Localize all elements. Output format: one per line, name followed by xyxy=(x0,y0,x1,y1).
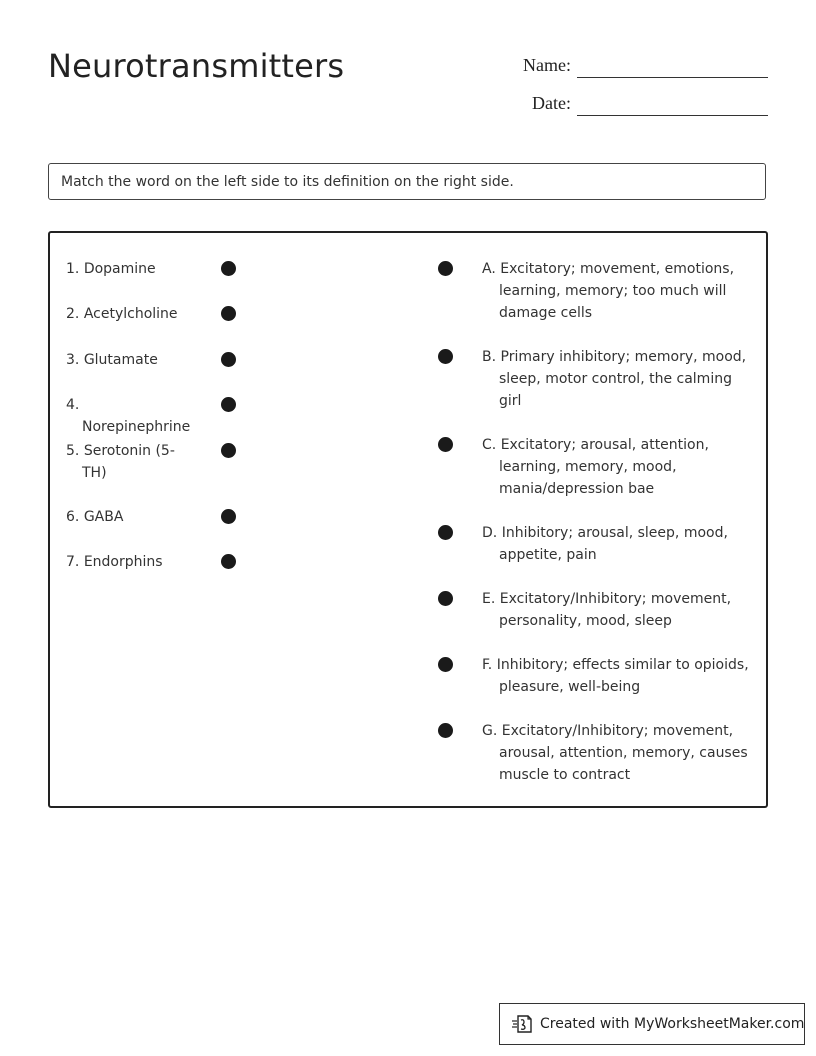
term-item xyxy=(66,303,178,325)
definition-item xyxy=(482,720,748,786)
name-label: Name: xyxy=(523,55,571,75)
term-text: Norepinephrine xyxy=(82,419,191,435)
instructions-box xyxy=(48,163,766,200)
instructions-text: Match the word on the left side to its definition on the right side. xyxy=(61,174,514,190)
definition-match-dot[interactable] xyxy=(438,591,453,606)
term-item xyxy=(66,506,178,528)
definition-item xyxy=(482,346,748,412)
term-match-dot[interactable] xyxy=(221,443,236,458)
definition-text: Excitatory; arousal, attention, learning, memory, mood, mania/depression bae xyxy=(499,437,709,497)
definition-match-dot[interactable] xyxy=(438,437,453,452)
term-text: Acetylcholine xyxy=(83,306,178,322)
term-number: 1. xyxy=(66,261,80,277)
definition-text: Inhibitory; arousal, sleep, mood, appetite, pain xyxy=(499,525,728,563)
definition-letter: E. xyxy=(482,591,496,607)
definition-letter: A. xyxy=(482,261,496,277)
definition-text: Primary inhibitory; memory, mood, sleep, motor control, the calming girl xyxy=(499,349,747,409)
date-label: Date: xyxy=(532,93,571,113)
term-item xyxy=(66,394,191,438)
term-text: Serotonin (5-TH) xyxy=(82,443,175,481)
definition-text: Inhibitory; effects similar to opioids, pleasure, well-being xyxy=(496,657,749,695)
definition-letter: D. xyxy=(482,525,498,541)
term-match-dot[interactable] xyxy=(221,554,236,569)
definition-item xyxy=(482,654,754,698)
term-text: Endorphins xyxy=(83,554,163,570)
term-item xyxy=(66,440,176,484)
term-text: GABA xyxy=(83,509,124,525)
term-number: 3. xyxy=(66,352,80,368)
term-match-dot[interactable] xyxy=(221,352,236,367)
worksheet-maker-logo-icon xyxy=(512,1014,534,1034)
definition-letter: G. xyxy=(482,723,498,739)
definition-text: Excitatory/Inhibitory; movement, personality, mood, sleep xyxy=(499,591,732,629)
definition-letter: B. xyxy=(482,349,497,365)
name-field xyxy=(508,54,768,78)
term-match-dot[interactable] xyxy=(221,397,236,412)
term-number: 7. xyxy=(66,554,80,570)
definition-item xyxy=(482,434,710,500)
term-text: Dopamine xyxy=(83,261,156,277)
definition-text: Excitatory; movement, emotions, learning, memory; too much will damage cells xyxy=(499,261,735,321)
term-match-dot[interactable] xyxy=(221,509,236,524)
page-title: Neurotransmitters xyxy=(48,47,345,85)
date-field xyxy=(508,92,768,116)
definition-match-dot[interactable] xyxy=(438,261,453,276)
definition-item xyxy=(482,522,732,566)
definition-item xyxy=(482,588,738,632)
term-number: 5. xyxy=(66,443,80,459)
footer-text: Created with MyWorksheetMaker.com xyxy=(540,1016,805,1032)
definition-match-dot[interactable] xyxy=(438,349,453,364)
definition-text: Excitatory/Inhibitory; movement, arousal, attention, memory, causes muscle to contract xyxy=(499,723,748,783)
term-number: 6. xyxy=(66,509,80,525)
term-match-dot[interactable] xyxy=(221,306,236,321)
term-item xyxy=(66,551,178,573)
date-input-line[interactable] xyxy=(577,115,768,116)
term-item xyxy=(66,258,178,280)
name-input-line[interactable] xyxy=(577,77,768,78)
definition-letter: C. xyxy=(482,437,497,453)
definition-match-dot[interactable] xyxy=(438,525,453,540)
definition-item xyxy=(482,258,744,324)
term-number: 4. xyxy=(66,397,80,413)
term-number: 2. xyxy=(66,306,80,322)
footer-credit[interactable] xyxy=(499,1003,805,1045)
term-text: Glutamate xyxy=(83,352,158,368)
definition-letter: F. xyxy=(482,657,493,673)
definition-match-dot[interactable] xyxy=(438,723,453,738)
term-item xyxy=(66,349,178,371)
definition-match-dot[interactable] xyxy=(438,657,453,672)
term-match-dot[interactable] xyxy=(221,261,236,276)
